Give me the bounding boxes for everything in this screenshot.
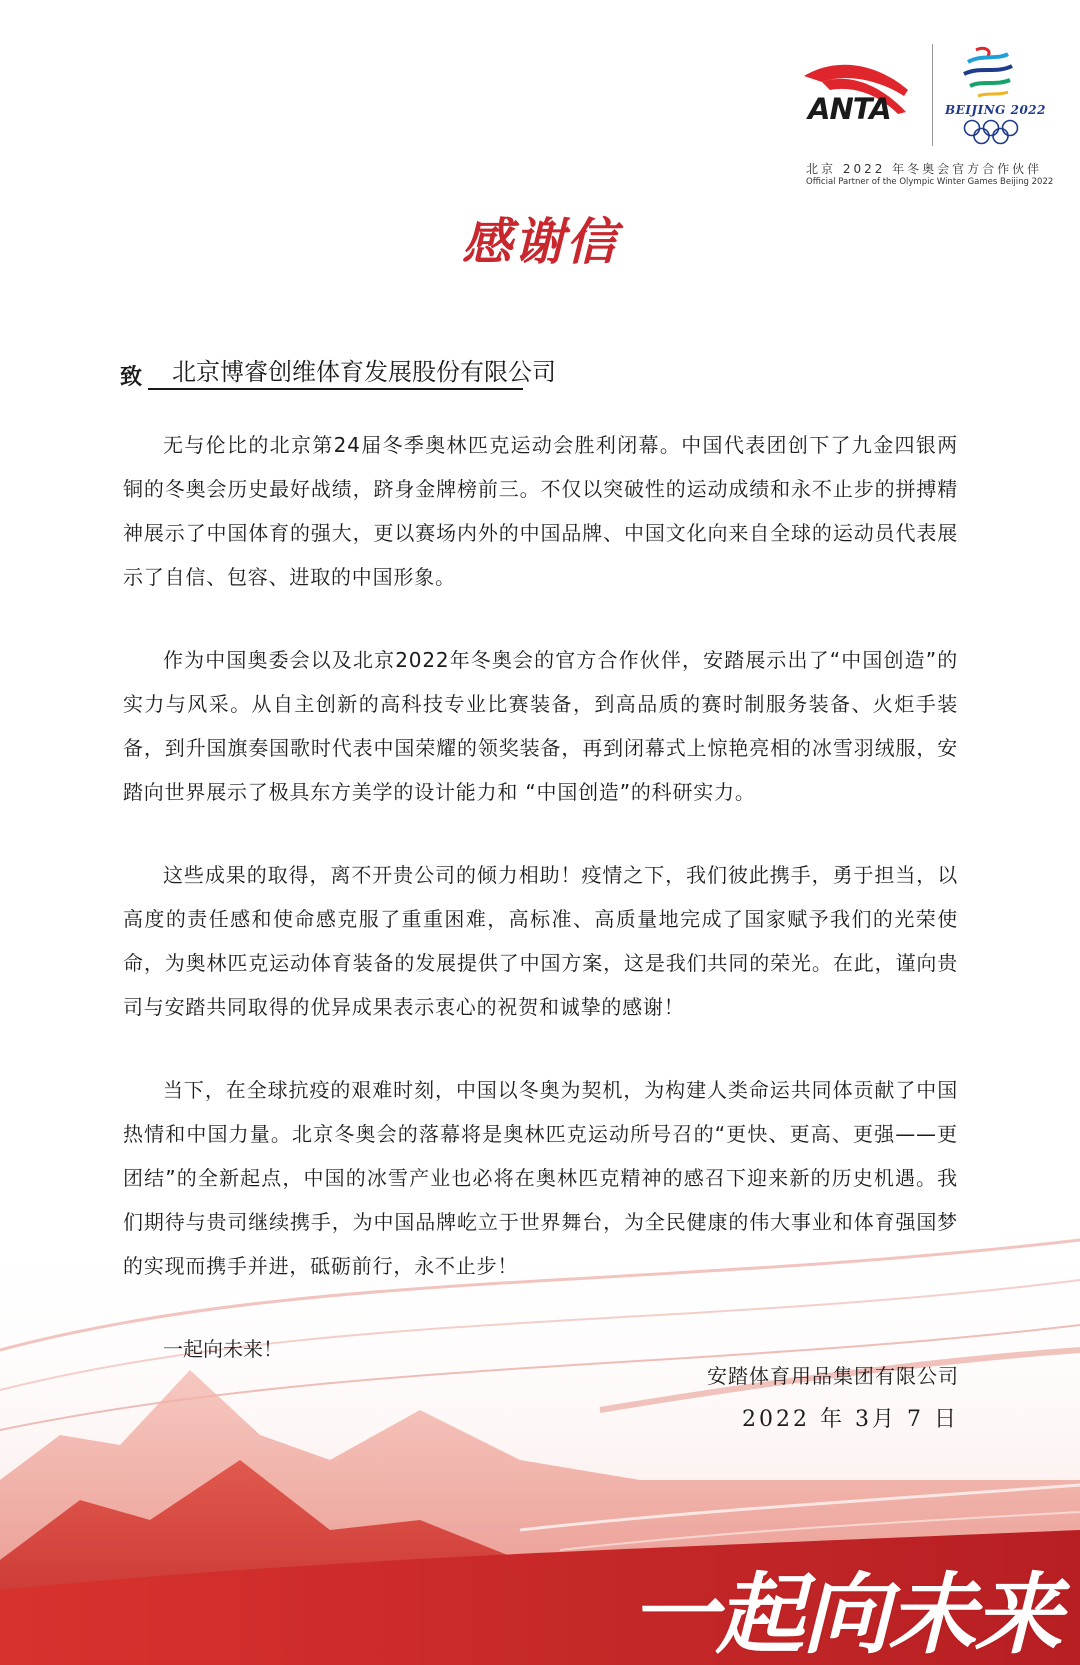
paragraph: 当下，在全球抗疫的艰难时刻，中国以冬奥为契机，为构建人类命运共同体贡献了中国热情和中国力量。北京冬奥会的落幕将是奥林匹克运动所号召的“更快、更高、更强——更团结”的全新起点，中国的冰雪产业也必将在奥林匹克精神的感召下迎来新的历史机遇。我们期待与贵司继续携手，为中国品牌屹立于世界舞台，为全民健康的伟大事业和体育强国梦的实现而携手并进，砥砺前行，永不止步！ bbox=[123, 1078, 958, 1278]
recipient-prefix: 致 bbox=[120, 365, 143, 390]
letter-body bbox=[123, 423, 958, 1371]
olympic-rings-icon bbox=[962, 118, 1020, 148]
beijing-2022-logo-text: BEIJING 2022 bbox=[945, 103, 1046, 117]
page-title: 感谢信 bbox=[462, 213, 618, 271]
anta-logo-text: ANTA bbox=[808, 92, 891, 126]
paragraph: 作为中国奥委会以及北京2022年冬奥会的官方合作伙伴，安踏展示出了“中国创造”的实力与风采。从自主创新的高科技专业比赛装备，到高品质的赛时制服务装备、火炬手装备，到升国旗奏国歌时代表中国荣耀的领奖装备，再到闭幕式上惊艳亮相的冰雪羽绒服，安踏向世界展示了极具东方美学的设计能力和 “中国创造”的科研实力。 bbox=[123, 648, 958, 804]
recipient-name: 北京博睿创维体育发展股份有限公司 bbox=[172, 358, 556, 386]
paragraph: 无与伦比的北京第24届冬季奥林匹克运动会胜利闭幕。中国代表团创下了九金四银两铜的冬奥会历史最好战绩，跻身金牌榜前三。不仅以突破性的运动成绩和永不止步的拼搏精神展示了中国体育的强大，更以赛场内外的中国品牌、中国文化向来自全球的运动员代表展示了自信、包容、进取的中国形象。 bbox=[123, 433, 958, 589]
partner-title-cn: 北京 2022 年冬奥会官方合作伙伴 bbox=[806, 162, 1043, 176]
footer-slogan: 一起向未来 bbox=[629, 1563, 1060, 1665]
recipient-underline bbox=[148, 388, 523, 390]
signature-company: 安踏体育用品集团有限公司 bbox=[707, 1364, 959, 1388]
closing-line: 一起向未来！ bbox=[163, 1337, 283, 1361]
logo-divider bbox=[932, 44, 933, 146]
beijing-2022-emblem-icon bbox=[958, 44, 1018, 100]
partner-title-en: Official Partner of the Olympic Winter Games Beijing 2022 bbox=[806, 177, 1054, 187]
signature-date: 2022 年 3月 7 日 bbox=[742, 1407, 959, 1432]
paragraph: 这些成果的取得，离不开贵公司的倾力相助！疫情之下，我们彼此携手，勇于担当，以高度的责任感和使命感克服了重重困难，高标准、高质量地完成了国家赋予我们的光荣使命，为奥林匹克运动体育装备的发展提供了中国方案，这是我们共同的荣光。在此，谨向贵司与安踏共同取得的优异成果表示衷心的祝贺和诚挚的感谢！ bbox=[123, 863, 958, 1019]
